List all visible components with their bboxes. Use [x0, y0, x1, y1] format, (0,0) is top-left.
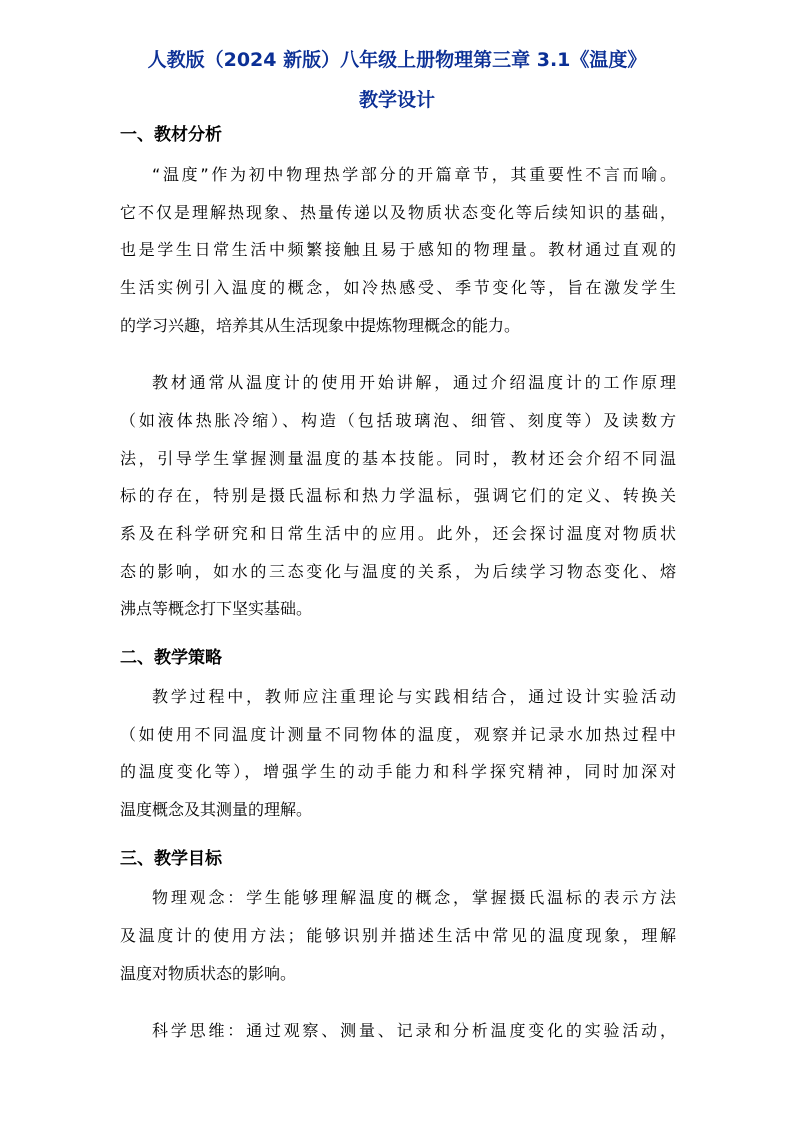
paragraph-line: 沸点等概念打下坚实基础。	[120, 599, 313, 618]
paragraph-line: 的温度变化等），增强学生的动手能力和科学探究精神，同时加深对	[120, 762, 676, 781]
section-heading-teaching-objectives: 三、教学目标	[120, 849, 222, 869]
paragraph-line: 生活实例引入温度的概念，如冷热感受、季节变化等，旨在激发学生	[120, 278, 676, 297]
document-subtitle: 教学设计	[358, 89, 435, 111]
document-title: 人教版（2024 新版）八年级上册物理第三章 3.1《温度》	[147, 49, 647, 71]
paragraph-line: 教材通常从温度计的使用开始讲解，通过介绍温度计的工作原理	[152, 373, 676, 392]
paragraph-line: 温度对物质状态的影响。	[120, 964, 297, 983]
paragraph-line: 教学过程中，教师应注重理论与实践相结合，通过设计实验活动	[152, 687, 676, 706]
paragraph-line: 及温度计的使用方法；能够识别并描述生活中常见的温度现象，理解	[120, 926, 676, 945]
paragraph-line: 态的影响，如水的三态变化与温度的关系，为后续学习物态变化、熔	[120, 562, 676, 581]
section-heading-textbook-analysis: 一、教材分析	[120, 125, 222, 145]
paragraph-line: 系及在科学研究和日常生活中的应用。此外，还会探讨温度对物质状	[120, 524, 676, 543]
paragraph-line: 科学思维：通过观察、测量、记录和分析温度变化的实验活动，	[152, 1021, 676, 1040]
paragraph-line: 也是学生日常生活中频繁接触且易于感知的物理量。教材通过直观的	[120, 240, 676, 259]
paragraph-line: 温度概念及其测量的理解。	[120, 800, 313, 819]
paragraph-line: （如液体热胀冷缩）、构造（包括玻璃泡、细管、刻度等）及读数方	[120, 411, 676, 430]
paragraph-line: 它不仅是理解热现象、热量传递以及物质状态变化等后续知识的基础，	[120, 203, 676, 222]
paragraph-line: 的学习兴趣，培养其从生活现象中提炼物理概念的能力。	[120, 316, 521, 335]
paragraph-line: 法，引导学生掌握测量温度的基本技能。同时，教材还会介绍不同温	[120, 449, 676, 468]
paragraph-line: （如使用不同温度计测量不同物体的温度，观察并记录水加热过程中	[120, 725, 676, 744]
paragraph-line: “温度”作为初中物理热学部分的开篇章节，其重要性不言而喻。	[152, 165, 676, 184]
section-heading-teaching-strategy: 二、教学策略	[120, 648, 222, 668]
paragraph-line: 物理观念：学生能够理解温度的概念，掌握摄氏温标的表示方法	[152, 888, 676, 907]
paragraph-line: 标的存在，特别是摄氏温标和热力学温标，强调它们的定义、转换关	[120, 486, 676, 505]
